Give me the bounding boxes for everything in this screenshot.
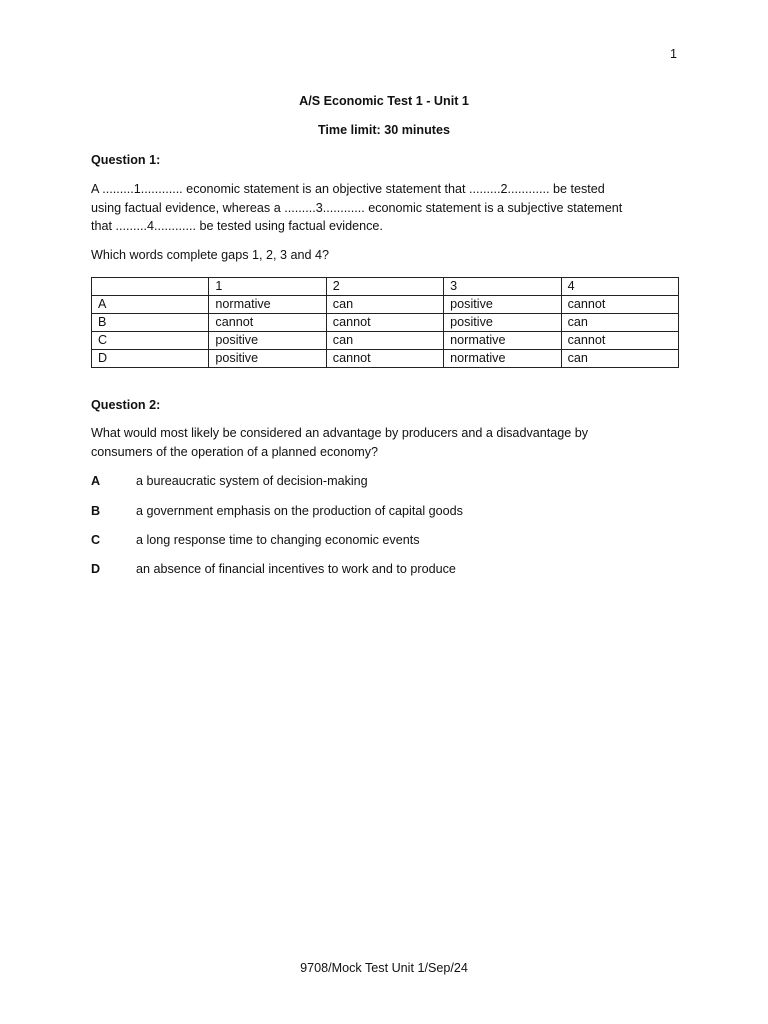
option-letter: A — [91, 474, 101, 488]
table-cell: positive — [444, 296, 561, 314]
table-cell — [92, 278, 209, 296]
table-cell: positive — [444, 314, 561, 332]
table-cell: normative — [444, 350, 561, 368]
time-limit: Time limit: 30 minutes — [317, 123, 451, 137]
table-row — [92, 296, 679, 314]
table-cell: normative — [444, 332, 561, 350]
table-cell: positive — [209, 350, 326, 368]
table-row — [92, 314, 679, 332]
table-row — [92, 332, 679, 350]
table-cell: A — [92, 296, 209, 314]
option-letter: C — [91, 533, 101, 547]
table-cell: 4 — [561, 278, 678, 296]
table-cell: cannot — [561, 332, 678, 350]
table-cell: cannot — [561, 296, 678, 314]
table-cell: cannot — [326, 350, 443, 368]
option-text: a long response time to changing economic events — [136, 533, 420, 547]
table-cell: C — [92, 332, 209, 350]
question-1-body — [91, 180, 681, 236]
page-footer: 9708/Mock Test Unit 1/Sep/24 — [300, 961, 468, 975]
table-cell: 1 — [209, 278, 326, 296]
question-2-prompt-line-1: What would most likely be considered an advantage by producers and a disadvantage by — [91, 426, 589, 440]
table-cell: 3 — [444, 278, 561, 296]
question-1-body-line-2: using factual evidence, whereas a .........3............ economic statement is a subjective statement — [91, 200, 623, 215]
option-text: a government emphasis on the production of capital goods — [136, 504, 463, 518]
table-cell: can — [561, 314, 678, 332]
table-cell: can — [561, 350, 678, 368]
option-b — [91, 502, 681, 520]
table-cell: 2 — [326, 278, 443, 296]
table-cell: B — [92, 314, 209, 332]
table-cell: positive — [209, 332, 326, 350]
table-cell: D — [92, 350, 209, 368]
option-a — [91, 472, 681, 490]
question-2-prompt-line-2: consumers of the operation of a planned economy? — [91, 444, 379, 459]
table-cell: normative — [209, 296, 326, 314]
question-1-prompt: Which words complete gaps 1, 2, 3 and 4? — [91, 248, 330, 262]
option-d — [91, 560, 681, 578]
question-1-heading: Question 1: — [91, 153, 161, 167]
table-row — [92, 350, 679, 368]
answer-table — [91, 277, 679, 368]
option-text: a bureaucratic system of decision-making — [136, 474, 368, 488]
table-cell: cannot — [209, 314, 326, 332]
question-2-prompt — [91, 424, 681, 461]
table-cell: can — [326, 296, 443, 314]
option-letter: B — [91, 504, 101, 518]
table-cell: can — [326, 332, 443, 350]
table-cell: cannot — [326, 314, 443, 332]
question-2-heading: Question 2: — [91, 398, 161, 412]
question-1-body-line-3: that .........4............ be tested using factual evidence. — [91, 219, 383, 233]
option-letter: D — [91, 562, 101, 576]
question-1-body-line-1: A .........1............ economic statement is an objective statement that .........2............ be tested — [91, 182, 605, 196]
table-header-row — [92, 278, 679, 296]
option-c — [91, 531, 681, 549]
option-text: an absence of financial incentives to work and to produce — [136, 562, 456, 576]
page-title: A/S Economic Test 1 - Unit 1 — [299, 94, 469, 108]
page-number: 1 — [669, 47, 677, 61]
